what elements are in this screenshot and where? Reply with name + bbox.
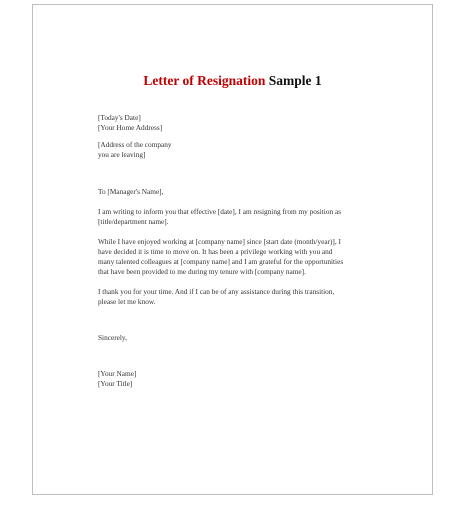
home-address-line: [Your Home Address] (98, 123, 163, 132)
title-rest: Sample 1 (268, 73, 322, 88)
closing: Sincerely, (98, 333, 127, 342)
company-address-line-1: [Address of the company (98, 140, 172, 149)
paragraph-line: have decided it is time to move on. It has been a privilege working with you and (98, 247, 333, 256)
document-title (33, 73, 432, 89)
paragraph-line: I am writing to inform you that effective [date], I am resigning from my position as (98, 207, 342, 216)
paragraph-line: I thank you for your time. And if I can be of any assistance during this transition, (98, 287, 335, 296)
paragraph-line: many talented colleagues at [company name] and I am grateful for the opportunities (98, 257, 344, 266)
letter-body (98, 113, 418, 389)
company-address-line-2: you are leaving] (98, 150, 146, 159)
document-page (32, 4, 433, 495)
salutation: To [Manager's Name], (98, 187, 164, 196)
signature-title: [Your Title] (98, 379, 133, 388)
paragraph-line: please let me know. (98, 297, 156, 306)
paragraph-line: While I have enjoyed working at [company name] since [start date (month/year)], I (98, 237, 341, 246)
paragraph-2 (98, 237, 418, 277)
paragraph-3 (98, 287, 418, 307)
paragraph-1 (98, 207, 418, 227)
title-accent: Letter of Resignation (143, 73, 266, 88)
paragraph-line: that have been provided to me during my tenure with [company name]. (98, 267, 306, 276)
paragraph-line: [title/department name]. (98, 217, 169, 226)
signature-name: [Your Name] (98, 369, 137, 378)
date-line: [Today's Date] (98, 113, 141, 122)
